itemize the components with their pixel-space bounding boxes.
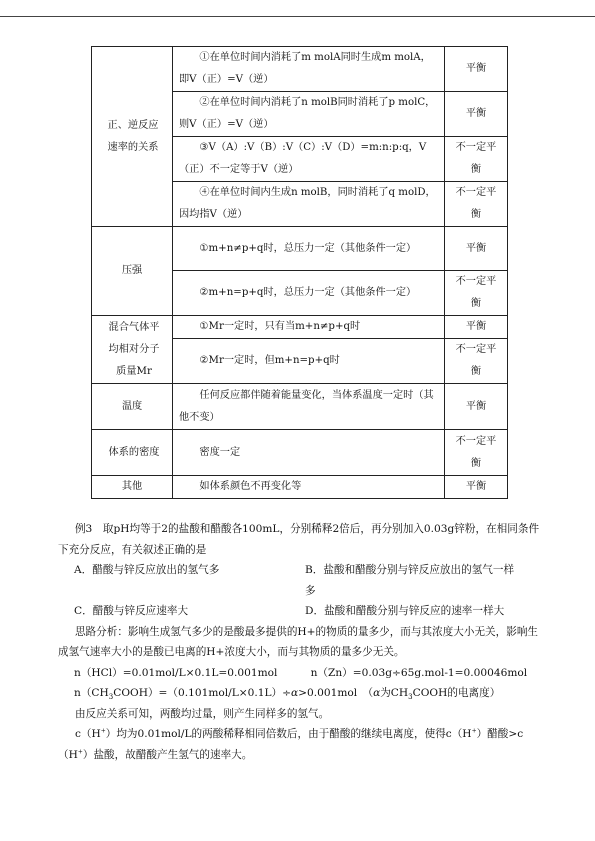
condition-cell: ①Mr一定时，只有当m+n≠p+q时 [173,316,445,339]
table-row [92,316,508,339]
result-cell: 不一定平衡 [445,430,508,476]
calc-acetic: $n(CH_3COOH)=(0.101mol/L\times 0.1L)\div\alpha>0.001mol$ （α为$CH_3COOH$的电离度） [74,687,501,702]
condition-cell: ②m+n=p+q时，总压力一定（其他条件一定） [173,271,445,316]
category-cell: 体系的密度 [92,430,173,476]
option-a: A．醋酸与锌反应放出的氢气多 [74,564,220,576]
table-row [92,47,508,92]
condition-cell: ②在单位时间内消耗了n molB同时消耗了p molC，则V（正）=V（逆） [173,92,445,137]
result-cell: 不一定平衡 [445,182,508,227]
option-d: D．盐酸和醋酸分别与锌反应的速率一样大 [305,605,505,617]
options-row [58,560,546,601]
table-row [92,476,508,499]
condition-cell: 密度一定 [173,430,445,476]
header-rule [0,16,595,17]
table-row [92,430,508,476]
result-cell: 不一定平衡 [445,271,508,316]
result-cell: 平衡 [445,316,508,339]
condition-cell: ①m+n≠p+q时，总压力一定（其他条件一定） [173,227,445,271]
options-row [58,601,546,622]
analysis-paragraph: 思路分析：影响生成氢气多少的是酸最多提供的H+的物质的量多少，而与其浓度大小无关，影响生成氢气速率大小的是酸已电离的H+浓度大小，而与其物质的量多少无关。 [58,625,539,658]
conclusion-paragraph: 由反应关系可知，两酸均过量，则产生同样多的氢气。 [74,707,330,720]
example-question: 例3 取pH均等于2的盐酸和醋酸各100mL，分别稀释2倍后，再分别加入0.03g锌粉，在相同条件下充分反应，有关叙述正确的是 [58,523,540,556]
condition-cell: 如体系颜色不再变化等 [173,476,445,499]
table-row [92,384,508,430]
category-cell: 其他 [92,476,173,499]
category-cell: 压强 [92,227,173,316]
result-cell: 平衡 [445,227,508,271]
condition-cell: 任何反应都伴随着能量变化，当体系温度一定时（其他不变） [173,384,445,430]
result-cell: 平衡 [445,47,508,92]
condition-cell: ③V（A）:V（B）:V（C）:V（D）=m:n:p:q，V（正）不一定等于V（逆） [173,137,445,182]
result-cell: 不一定平衡 [445,339,508,384]
calc-row [58,663,546,684]
option-c: C．醋酸与锌反应速率大 [74,605,189,617]
result-cell: 不一定平衡 [445,137,508,182]
option-b: B．盐酸和醋酸分别与锌反应放出的氢气一样多 [305,564,515,597]
result-cell: 平衡 [445,476,508,499]
category-cell: 正、逆反应速率的关系 [92,47,173,227]
result-cell: 平衡 [445,92,508,137]
condition-cell: ④在单位时间内生成n molB，同时消耗了q molD，因均指V（逆） [173,182,445,227]
category-cell: 温度 [92,384,173,430]
condition-cell: ①在单位时间内消耗了m molA同时生成m molA，即V（正）=V（逆） [173,47,445,92]
table-row [92,227,508,271]
category-cell: 混合气体平均相对分子质量Mr [92,316,173,384]
result-cell: 平衡 [445,384,508,430]
calc-hcl: n（HCl）=0.01mol/L×0.1L=0.001mol [74,666,278,679]
rate-paragraph: c（H+）均为0.01mol/L的两酸稀释相同倍数后，由于醋酸的继续电离度，使得c（H+）醋酸>c（H+）盐酸，故醋酸产生氢气的速率大。 [58,727,524,761]
equilibrium-criteria-table [91,46,508,499]
example-body [58,519,546,765]
calc-zn: n（Zn）=0.03g÷65g.mol-1=0.00046mol [310,666,528,679]
condition-cell: ②Mr一定时，但m+n=p+q时 [173,339,445,384]
